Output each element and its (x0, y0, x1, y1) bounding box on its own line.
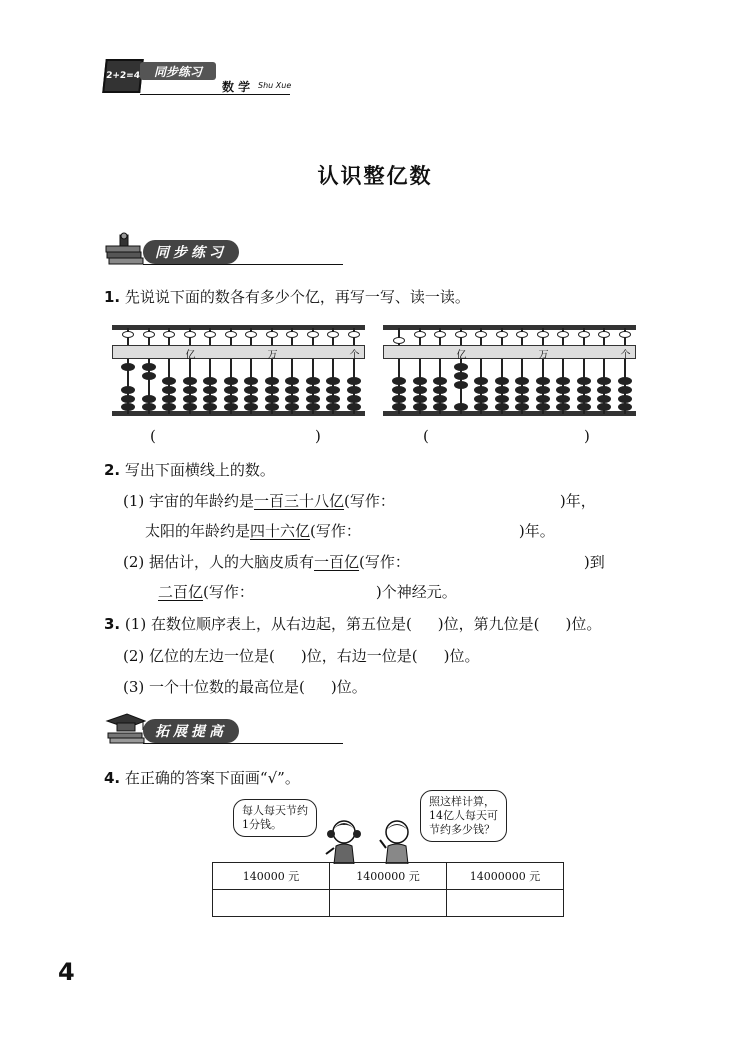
abacus-bead (516, 331, 528, 338)
abacus-bead (183, 395, 197, 403)
abacus-bead (393, 337, 405, 344)
abacus-left (112, 325, 365, 415)
abacus-bead (327, 331, 339, 338)
abacus-bead (413, 377, 427, 385)
abacus-bead (434, 331, 446, 338)
question-3-part1: 3. (1) 在数位顺序表上，从右边起，第五位是( )位，第九位是( )位。 (104, 615, 602, 633)
abacus-bead (495, 386, 509, 394)
abacus-bead (557, 331, 569, 338)
abacus-bead (245, 331, 257, 338)
abacus-bead (162, 403, 176, 411)
series-label: 同步练习 (140, 62, 216, 80)
table-row (213, 863, 564, 890)
abacus-bead (347, 386, 361, 394)
abacus-bead (536, 386, 550, 394)
abacus-bead (495, 403, 509, 411)
abacus-bead (183, 403, 197, 411)
abacus-bead (454, 372, 468, 380)
abacus-bead (413, 395, 427, 403)
abacus-bead (265, 377, 279, 385)
abacus-bead (474, 377, 488, 385)
abacus-bead (306, 377, 320, 385)
abacus-bead (556, 395, 570, 403)
abacus-bead (433, 377, 447, 385)
abacus-bead (121, 363, 135, 371)
chalkboard-icon: 2+2=4 (102, 59, 144, 93)
question-3-part3: (3) 一个十位数的最高位是( )位。 (123, 678, 367, 696)
question-1: 1. 先说说下面的数各有多少个亿，再写一写、读一读。 (104, 288, 470, 306)
abacus-bead (577, 395, 591, 403)
abacus-place-label: 个 (349, 350, 360, 361)
abacus-place-label: 亿 (185, 350, 196, 361)
question-4: 4. 在正确的答案下面画“√”。 (104, 769, 300, 787)
abacus-bead (347, 395, 361, 403)
girl-figure (326, 821, 361, 864)
abacus-bead (121, 395, 135, 403)
question-2-part1-line2: 太阳的年龄约是四十六亿(写作： )年。 (145, 522, 555, 540)
abacus-bead (556, 386, 570, 394)
graduation-cap-icon (103, 711, 147, 747)
checkmark-cell[interactable] (213, 890, 330, 917)
answer-paren-right-open: ( (423, 427, 429, 445)
abacus-rod (460, 328, 462, 414)
abacus-bead (183, 377, 197, 385)
abacus-bead (536, 377, 550, 385)
abacus-bead (413, 403, 427, 411)
abacus-bead (454, 363, 468, 371)
abacus-bead (433, 395, 447, 403)
abacus-bead (619, 331, 631, 338)
abacus-bead (203, 403, 217, 411)
abacus-bead (244, 386, 258, 394)
abacus-bead (455, 331, 467, 338)
abacus-bead (244, 377, 258, 385)
abacus-bead (618, 395, 632, 403)
abacus-bead (414, 331, 426, 338)
abacus-place-label: 万 (538, 350, 549, 361)
abacus-bead (495, 395, 509, 403)
abacus-bead (225, 331, 237, 338)
abacus-bead (392, 395, 406, 403)
abacus-bead (142, 403, 156, 411)
abacus-bead (224, 395, 238, 403)
abacus-bead (143, 331, 155, 338)
abacus-bead (392, 403, 406, 411)
abacus-bead (597, 386, 611, 394)
abacus-bead (203, 395, 217, 403)
abacus-bead (474, 386, 488, 394)
abacus-bead (326, 377, 340, 385)
abacus-bead (598, 331, 610, 338)
abacus-bead (224, 403, 238, 411)
abacus-bead (474, 403, 488, 411)
abacus-bead (285, 386, 299, 394)
abacus-bead (474, 395, 488, 403)
abacus-bead (265, 403, 279, 411)
abacus-place-label: 个 (620, 350, 631, 361)
abacus-bead (618, 377, 632, 385)
abacus-bead (392, 386, 406, 394)
abacus-bead (537, 331, 549, 338)
section-extend-title: 拓展提高 (143, 719, 239, 743)
abacus-bead (618, 386, 632, 394)
abacus-bead (244, 403, 258, 411)
speech-bubble-left: 每人每天节约 1分钱。 (233, 799, 317, 837)
abacus-bead (536, 403, 550, 411)
section-extend-banner (103, 717, 363, 745)
abacus-bead (577, 403, 591, 411)
abacus-bead (286, 331, 298, 338)
abacus-bead (306, 386, 320, 394)
abacus-bead (142, 372, 156, 380)
abacus-bead (597, 403, 611, 411)
abacus-bead (475, 331, 487, 338)
abacus-place-label: 亿 (456, 350, 467, 361)
abacus-bead (577, 386, 591, 394)
question-3-part2: (2) 亿位的左边一位是( )位，右边一位是( )位。 (123, 647, 480, 665)
option-cell: 14000000 元 (447, 863, 564, 890)
abacus-bead (618, 403, 632, 411)
checkmark-cell[interactable] (330, 890, 447, 917)
abacus-bead (244, 395, 258, 403)
subject-pinyin: Shu Xue (258, 81, 292, 90)
abacus-bead (266, 331, 278, 338)
abacus-bead (183, 386, 197, 394)
books-icon (103, 232, 147, 268)
abacus-bead (203, 386, 217, 394)
question-2-part1-line1: (1) 宇宙的年龄约是一百三十八亿(写作： )年， (123, 492, 596, 510)
answer-paren-left-close: ) (315, 427, 321, 445)
abacus-bead (162, 377, 176, 385)
abacus-bead (536, 395, 550, 403)
abacus-bead (326, 386, 340, 394)
abacus-right (383, 325, 636, 415)
checkmark-cell[interactable] (447, 890, 564, 917)
page-number: 4 (58, 958, 75, 986)
answer-paren-left-open: ( (150, 427, 156, 445)
abacus-bead (515, 395, 529, 403)
abacus-bead (348, 331, 360, 338)
subject-label: 数 学 (222, 80, 251, 94)
question-2-part2-line2: 二百亿(写作： )个神经元。 (158, 583, 457, 601)
abacus-bead (142, 363, 156, 371)
abacus-bead (597, 395, 611, 403)
abacus-bead (184, 331, 196, 338)
abacus-bead (454, 403, 468, 411)
page-title: 认识整亿数 (317, 164, 433, 188)
abacus-bead (162, 395, 176, 403)
abacus-bead (285, 395, 299, 403)
abacus-bead (556, 377, 570, 385)
abacus-bead (326, 395, 340, 403)
abacus-bead (597, 377, 611, 385)
abacus-bead (578, 331, 590, 338)
abacus-bead (285, 377, 299, 385)
abacus-bead (515, 377, 529, 385)
abacus-bead (306, 395, 320, 403)
table-row (213, 890, 564, 917)
abacus-bead (224, 386, 238, 394)
abacus-place-label: 万 (267, 350, 278, 361)
abacus-bead (392, 377, 406, 385)
abacus-bead (577, 377, 591, 385)
abacus-bead (495, 377, 509, 385)
question-2-part2-line1: (2) 据估计，人的大脑皮质有一百亿(写作： )到 (123, 553, 605, 571)
abacus-bead (306, 403, 320, 411)
abacus-bead (454, 381, 468, 389)
abacus-bead (265, 395, 279, 403)
abacus-bead (203, 377, 217, 385)
abacus-bead (515, 403, 529, 411)
abacus-bead (121, 386, 135, 394)
abacus-bead (285, 403, 299, 411)
abacus-bead (433, 403, 447, 411)
answer-table (212, 862, 564, 917)
abacus-bead (265, 386, 279, 394)
answer-paren-right-close: ) (584, 427, 590, 445)
abacus-bead (515, 386, 529, 394)
abacus-bead (496, 331, 508, 338)
abacus-bead (347, 377, 361, 385)
abacus-bead (142, 395, 156, 403)
abacus-bead (413, 386, 427, 394)
section-practice-banner (103, 238, 363, 266)
abacus-bead (433, 386, 447, 394)
speech-bubble-right: 照这样计算， 14亿人每天可 节约多少钱？ (420, 790, 507, 842)
abacus-bead (307, 331, 319, 338)
question-2: 2. 写出下面横线上的数。 (104, 461, 275, 479)
abacus-bead (347, 403, 361, 411)
children-illustration (322, 818, 422, 864)
option-cell: 1400000 元 (330, 863, 447, 890)
abacus-bead (204, 331, 216, 338)
boy-figure (380, 821, 408, 864)
abacus-bead (163, 331, 175, 338)
abacus-bead (556, 403, 570, 411)
abacus-bead (122, 331, 134, 338)
section-practice-title: 同步练习 (143, 240, 239, 264)
abacus-bead (326, 403, 340, 411)
abacus-bead (121, 403, 135, 411)
abacus-bead (162, 386, 176, 394)
option-cell: 140000 元 (213, 863, 330, 890)
abacus-bead (224, 377, 238, 385)
